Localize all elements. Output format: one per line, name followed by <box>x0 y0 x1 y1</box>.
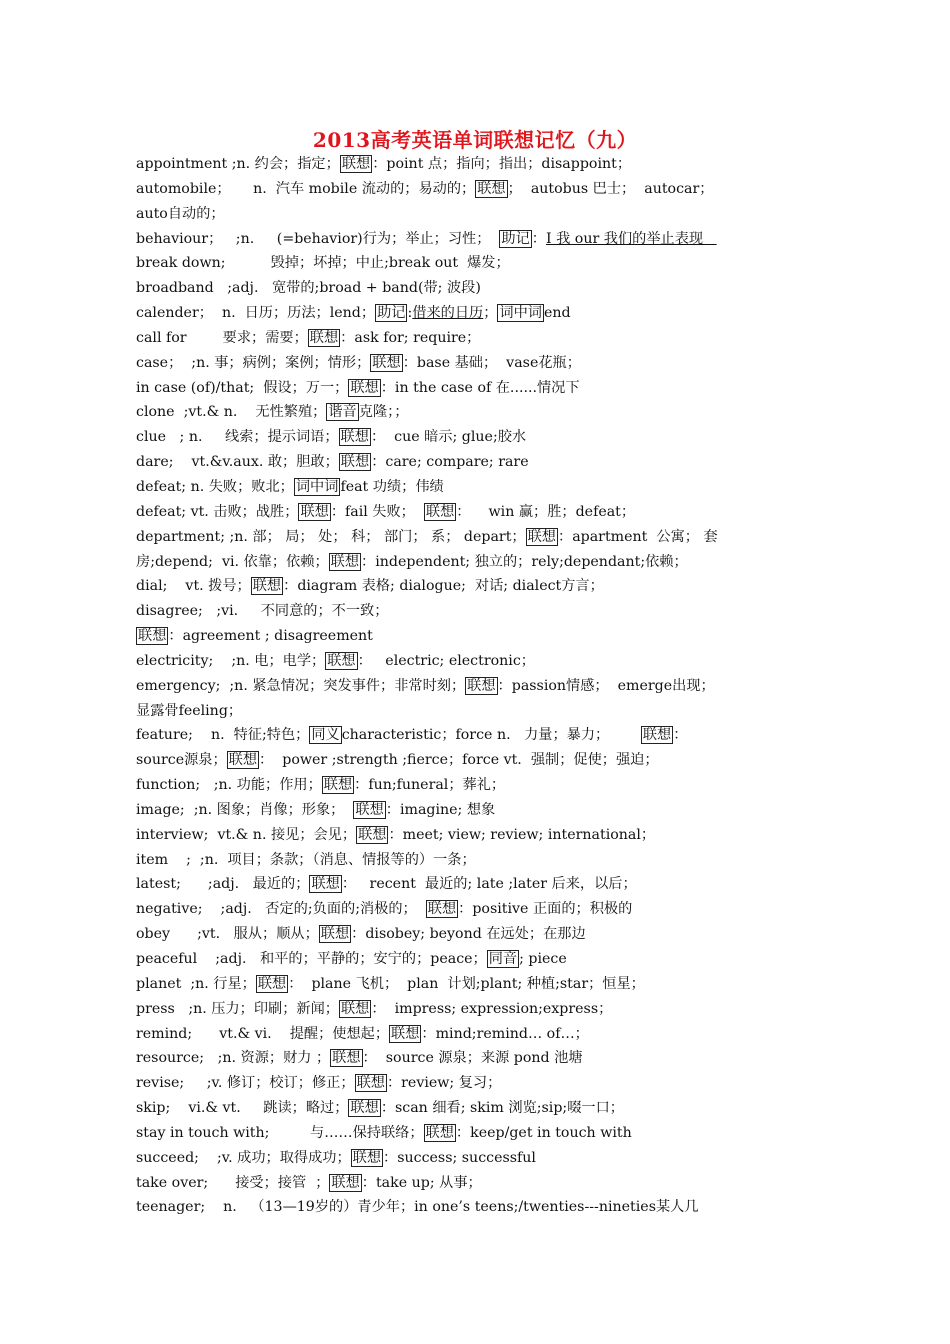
boxed-label: 联想 <box>425 1124 454 1141</box>
entry-text: ： electric; electronic； <box>357 652 535 669</box>
entry-text: emergency; ;n. 紧急情况；突发事件；非常时刻； <box>136 677 466 694</box>
entry-text: source源泉； <box>136 752 227 769</box>
entry-line <box>136 1121 818 1146</box>
entry-text: ：passion情感； emerge出现； <box>497 677 715 694</box>
entry-line <box>136 848 818 873</box>
entry-text: ：mind;remind… of…； <box>421 1025 589 1042</box>
entry-text: ：review; 复习； <box>386 1075 502 1092</box>
entry-line <box>136 773 818 798</box>
entry-line <box>136 897 818 922</box>
entry-line <box>136 997 818 1022</box>
entry-text: 显露骨feeling； <box>136 702 243 719</box>
entry-text: auto自动的； <box>136 205 225 222</box>
entry-text: : <box>407 305 413 322</box>
entry-text: behaviour； ;n. (=behavior)行为；举止；习性； <box>136 230 500 247</box>
boxed-label: 联想 <box>350 379 379 396</box>
entry-line <box>136 599 818 624</box>
entry-text: ： source 源泉；来源 pond 池塘 <box>362 1050 583 1067</box>
entry-text: end <box>543 305 571 322</box>
entry-line <box>136 276 818 301</box>
entry-text: latest; ;adj. 最近的； <box>136 876 310 893</box>
entry-text: ； <box>483 305 498 322</box>
entry-text: ： <box>531 230 546 247</box>
entry-line <box>136 1096 818 1121</box>
boxed-label: 同义 <box>311 727 340 744</box>
boxed-label: 联想 <box>138 628 167 645</box>
entry-line <box>136 1022 818 1047</box>
entry-text: ：keep/get in touch with <box>455 1124 632 1141</box>
boxed-label: 联想 <box>427 901 457 918</box>
boxed-label: 联想 <box>340 454 370 471</box>
entry-line <box>136 525 818 550</box>
entry-line <box>136 177 818 202</box>
entry-text: ： impress; expression;express； <box>371 1000 613 1017</box>
entry-line <box>136 574 818 599</box>
boxed-label: 联想 <box>300 503 329 520</box>
boxed-label: 联想 <box>358 826 387 843</box>
entry-line <box>136 972 818 997</box>
entry-line <box>136 723 818 748</box>
entry-text: call for 要求；需要； <box>136 329 308 346</box>
vocabulary-list <box>136 152 818 1220</box>
boxed-label: 联想 <box>340 429 369 446</box>
entry-line <box>136 500 818 525</box>
entry-line <box>136 798 818 823</box>
entry-text: ：in the case of 在......情况下 <box>380 379 580 396</box>
underlined-text: 借来的日历 <box>412 305 484 322</box>
boxed-label: 联想 <box>341 156 371 172</box>
entry-text: planet ;n. 行星； <box>136 975 256 992</box>
entry-text: ：diagram 表格; dialogue; 对话; dialect方言； <box>283 578 604 595</box>
entry-text: 房;depend; vi. 依靠；依赖； <box>136 553 329 570</box>
entry-text: ：independent; 独立的；rely;dependant;依赖； <box>361 553 688 570</box>
entry-text: automobile； n. 汽车 mobile 流动的；易动的； <box>136 180 476 197</box>
entry-text: ：positive 正面的；积极的 <box>458 901 633 918</box>
boxed-label: 联想 <box>425 503 455 520</box>
boxed-label: 联想 <box>311 876 340 893</box>
entry-line <box>136 227 818 252</box>
entry-text: dare; vt.&v.aux. 敢；胆敢； <box>136 454 339 471</box>
entry-text: ：scan 细看; skim 浏览;sip;啜一口； <box>380 1100 624 1117</box>
entry-text: ：apartment 公寓； 套 <box>558 528 718 545</box>
entry-line <box>136 674 818 699</box>
entry-text: ：care; compare; rare <box>371 454 529 471</box>
entry-text: electricity; ;n. 电；电学； <box>136 652 326 669</box>
entry-text: ：success; successful <box>383 1149 536 1166</box>
entry-line <box>136 400 818 425</box>
entry-line <box>136 699 818 724</box>
entry-text: succeed; ;v. 成功；取得成功； <box>136 1149 351 1166</box>
boxed-label: 联想 <box>372 354 401 371</box>
entry-text: ：fail 失败； <box>330 503 424 520</box>
entry-text: resource; ;n. 资源；财力 ； <box>136 1050 331 1067</box>
entry-text: department; ;n. 部； 局； 处； 科； 部门； 系； depart； <box>136 528 526 545</box>
boxed-label: 联想 <box>228 752 258 769</box>
entry-line <box>136 649 818 674</box>
entry-text: dial; vt. 拨号； <box>136 578 251 595</box>
entry-line <box>136 475 818 500</box>
boxed-label: 联想 <box>330 553 360 570</box>
entry-text: broadband ;adj. 宽带的;broad + band(带; 波段) <box>136 280 481 297</box>
entry-text: feat 功绩；伟绩 <box>340 478 444 495</box>
entry-text: ; piece <box>519 951 567 967</box>
entry-text: in case (of)/that; 假设；万一； <box>136 379 349 396</box>
entry-text: remind; vt.& vi. 提醒；使想起； <box>136 1025 390 1042</box>
entry-text: calender； n. 日历；历法；lend； <box>136 305 376 322</box>
boxed-label: 联想 <box>477 180 506 197</box>
entry-text: clue ; n. 线索；提示词语； <box>136 429 339 446</box>
entry-text: appointment ;n. 约会；指定； <box>136 156 340 172</box>
boxed-label: 词中词 <box>499 305 542 322</box>
entry-text: ：meet; view; review; international； <box>388 826 656 843</box>
entry-text: ：disobey; beyond 在远处；在那边 <box>351 926 586 943</box>
boxed-label: 联想 <box>352 1149 382 1166</box>
entry-text: ：ask for; require； <box>340 329 481 346</box>
boxed-label: 联想 <box>309 329 339 346</box>
entry-text: case； ;n. 事；病例；案例；情形； <box>136 354 371 371</box>
entry-line <box>136 251 818 276</box>
entry-line <box>136 1171 818 1196</box>
entry-line <box>136 922 818 947</box>
entry-text: ：imagine; 想象 <box>385 801 496 818</box>
boxed-label: 联想 <box>320 926 350 943</box>
entry-text: ：agreement ; disagreement <box>168 628 373 645</box>
entry-text: press ;n. 压力；印刷；新闻； <box>136 1000 339 1017</box>
entry-line <box>136 823 818 848</box>
entry-line <box>136 376 818 401</box>
entry-text: clone ;vt.& n. 无性繁殖； <box>136 404 327 421</box>
entry-text: stay in touch with; 与……保持联络； <box>136 1124 424 1141</box>
boxed-label: 联想 <box>391 1025 420 1042</box>
page-title: 2013高考英语单词联想记忆（九） <box>312 128 638 152</box>
entry-text: defeat; vt. 击败；战胜； <box>136 503 299 520</box>
entry-text: ：fun;funeral；葬礼； <box>354 777 506 794</box>
entry-text: take over; 接受；接管 ； <box>136 1174 330 1191</box>
entry-text: characteristic；force n. 力量；暴力； <box>341 727 641 744</box>
entry-text: ：point 点；指向；指出；disappoint； <box>372 156 632 172</box>
entry-line <box>136 152 818 177</box>
entry-text: interview; vt.& n. 接见；会见； <box>136 826 357 843</box>
entry-text: ： win 赢；胜；defeat； <box>456 503 636 520</box>
entry-line <box>136 301 818 326</box>
boxed-label: 联想 <box>327 652 356 669</box>
entry-line <box>136 872 818 897</box>
entry-text: item ; ;n. 项目；条款；（消息、情报等的）一条； <box>136 851 476 868</box>
entry-text: ； autobus 巴士； autocar； <box>507 180 714 197</box>
boxed-label: 谐音 <box>328 404 357 421</box>
boxed-label: 同音 <box>488 951 518 967</box>
entry-text: revise; ;v. 修订；校订；修正； <box>136 1075 355 1092</box>
boxed-label: 联想 <box>323 777 353 794</box>
entry-text: ： recent 最近的; late ;later 后来，以后； <box>341 876 637 893</box>
entry-text: peaceful ;adj. 和平的；平静的；安宁的；peace； <box>136 951 487 967</box>
entry-text: disagree; ;vi. 不同意的；不一致； <box>136 603 389 620</box>
entry-text: ：base 基础； vase花瓶； <box>402 354 581 371</box>
entry-line <box>136 1195 818 1220</box>
entry-text: feature; n. 特征;特色； <box>136 727 310 744</box>
entry-line <box>136 1046 818 1071</box>
entry-text: skip; vi.& vt. 跳读；略过； <box>136 1100 349 1117</box>
entry-text: defeat; n. 失败；败北； <box>136 478 294 495</box>
boxed-label: 联想 <box>467 677 496 694</box>
boxed-label: 联想 <box>340 1000 370 1017</box>
entry-text: ： <box>673 727 688 744</box>
boxed-label: 联想 <box>257 975 287 992</box>
boxed-label: 联想 <box>331 1174 360 1191</box>
entry-text: 克隆；； <box>358 404 409 421</box>
boxed-label: 联想 <box>252 578 282 595</box>
boxed-label: 助记 <box>377 305 406 322</box>
underlined-text: I 我 our 我们的举止表现 <box>546 230 717 247</box>
entry-text: ：take up; 从事； <box>361 1174 482 1191</box>
entry-line <box>136 450 818 475</box>
boxed-label: 词中词 <box>295 478 339 495</box>
entry-text: ： power ;strength ;fierce；force vt. 强制；促使；强迫； <box>259 752 659 769</box>
boxed-label: 联想 <box>355 801 384 818</box>
boxed-label: 助记 <box>501 230 530 247</box>
entry-line <box>136 947 818 972</box>
entry-line <box>136 550 818 575</box>
boxed-label: 联想 <box>642 727 672 744</box>
entry-line <box>136 326 818 351</box>
entry-line <box>136 624 818 649</box>
entry-line <box>136 202 818 227</box>
entry-text: image; ;n. 图象；肖像；形象； <box>136 801 354 818</box>
entry-text: ： plane 飞机； plan 计划;plant; 种植;star；恒星； <box>288 975 645 992</box>
boxed-label: 联想 <box>356 1075 385 1092</box>
entry-line <box>136 1146 818 1171</box>
entry-text: obey ;vt. 服从；顺从； <box>136 926 319 943</box>
entry-text: teenager; n. （13—19岁的）青少年；in one’s teens;/twenties---nineties某人几 <box>136 1199 699 1216</box>
boxed-label: 联想 <box>332 1050 361 1067</box>
entry-line <box>136 1071 818 1096</box>
entry-text: negative; ;adj. 否定的;负面的;消极的； <box>136 901 426 918</box>
entry-line <box>136 748 818 773</box>
entry-line <box>136 425 818 450</box>
entry-text: break down; 毁掉；坏掉；中止;break out 爆发； <box>136 255 510 272</box>
entry-text: function; ;n. 功能；作用； <box>136 777 322 794</box>
boxed-label: 联想 <box>350 1100 379 1117</box>
entry-line <box>136 351 818 376</box>
entry-text: ： cue 暗示; glue;胶水 <box>370 429 527 446</box>
boxed-label: 联想 <box>527 528 556 545</box>
